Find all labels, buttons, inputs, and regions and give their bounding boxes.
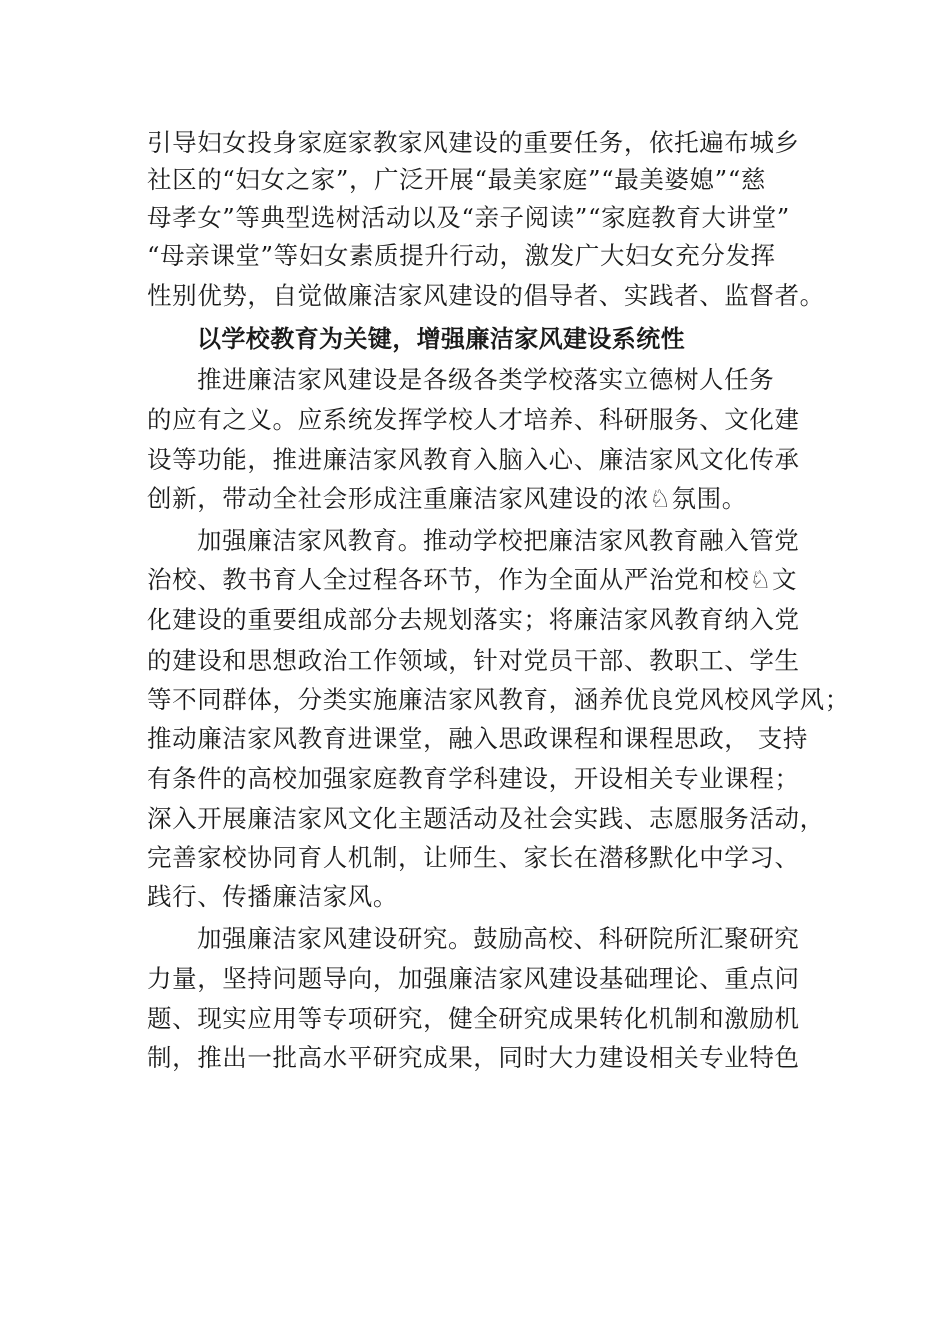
body-text-line: 性别优势，自觉做廉洁家风建设的倡导者、实践者、监督者。 <box>147 281 825 310</box>
body-text-line: 加强廉洁家风建设研究。鼓励高校、科研院所汇聚研究 <box>197 924 800 953</box>
body-text-line: 引导妇女投身家庭家教家风建设的重要任务，依托遍布城乡 <box>147 128 800 157</box>
body-text-line: 创新，带动全社会形成注重廉洁家风建设的浓♘氛围。 <box>147 484 747 513</box>
body-text-line: 题、现实应用等专项研究，健全研究成果转化机制和激励机 <box>147 1004 800 1033</box>
body-text-line: 社区的“妇女之家”，广泛开展“最美家庭”“最美婆媳”“慈 <box>147 165 766 194</box>
body-text-line: 推进廉洁家风建设是各级各类学校落实立德树人任务 <box>197 365 775 394</box>
body-text-line: 完善家校协同育人机制，让师生、家长在潜移默化中学习、 <box>147 843 800 872</box>
body-text-line: 母孝女”等典型选树活动以及“亲子阅读”“家庭教育大讲堂” <box>147 203 790 232</box>
body-text-line: 深入开展廉洁家风文化主题活动及社会实践、志愿服务活动， <box>147 804 825 833</box>
body-text-line: “母亲课堂”等妇女素质提升行动，激发广大妇女充分发挥 <box>147 241 776 270</box>
body-text-line: 的应有之义。应系统发挥学校人才培养、科研服务、文化建 <box>147 405 800 434</box>
body-text-line: 推动廉洁家风教育进课堂，融入思政课程和课程思政， 支持 <box>147 724 808 753</box>
body-text-line: 治校、教书育人全过程各环节，作为全面从严治党和校♘文 <box>147 565 798 594</box>
body-text-line: 有条件的高校加强家庭教育学科建设，开设相关专业课程； <box>147 764 800 793</box>
section-heading: 以学校教育为关键，增强廉洁家风建设系统性 <box>197 325 685 353</box>
body-text-line: 的建设和思想政治工作领域，针对党员干部、教职工、学生 <box>147 646 800 675</box>
body-text-line: 等不同群体，分类实施廉洁家风教育，涵养优良党风校风学风； <box>147 685 850 714</box>
body-text-line: 践行、传播廉洁家风。 <box>147 882 398 911</box>
body-text-line: 力量，坚持问题导向，加强廉洁家风建设基础理论、重点问 <box>147 964 800 993</box>
body-text-line: 加强廉洁家风教育。推动学校把廉洁家风教育融入管党 <box>197 526 800 555</box>
body-text-line: 化建设的重要组成部分去规划落实；将廉洁家风教育纳入党 <box>147 605 800 634</box>
body-text-line: 制，推出一批高水平研究成果，同时大力建设相关专业特色 <box>147 1043 800 1072</box>
body-text-line: 设等功能，推进廉洁家风教育入脑入心、廉洁家风文化传承 <box>147 445 800 474</box>
